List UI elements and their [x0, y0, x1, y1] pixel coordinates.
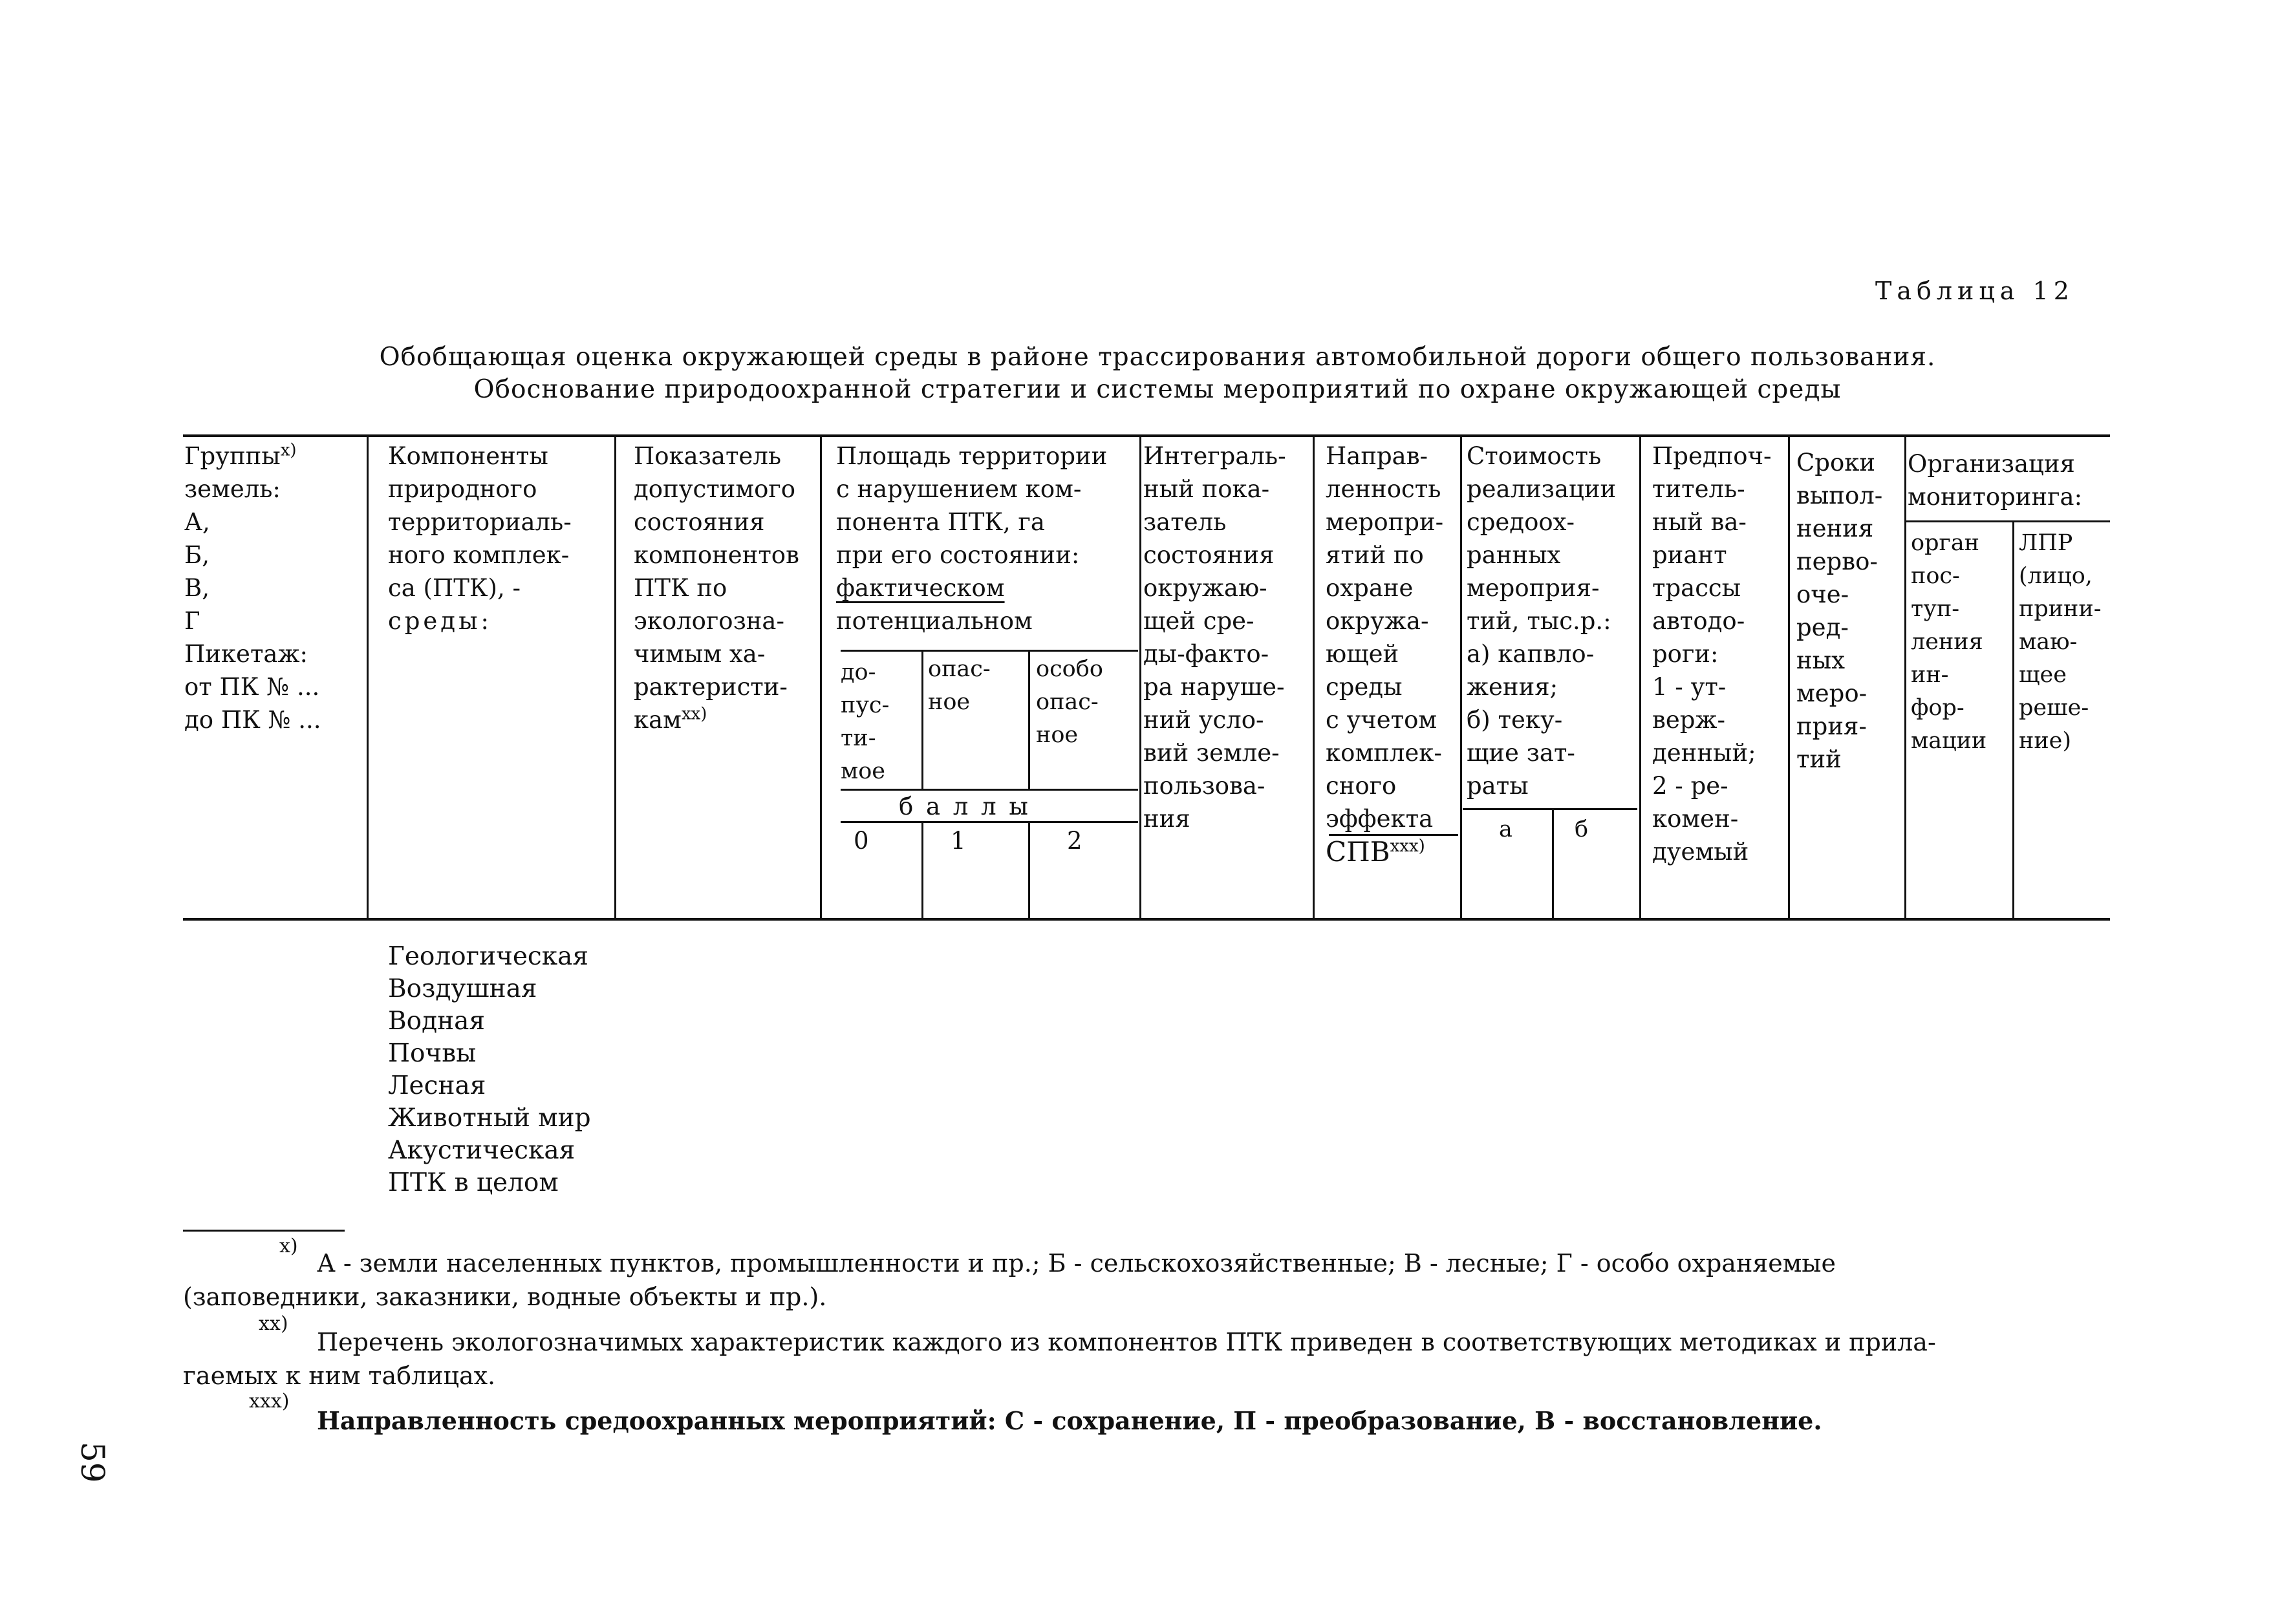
footnote-2-line1: Перечень экологозначимых характеристик каждого из компонентов ПТК приведен в соответствующих методиках и прила- [317, 1328, 1936, 1356]
col-admissible-state [634, 440, 799, 736]
c8-line: комен- [1652, 805, 1739, 833]
col-sep-7 [1639, 437, 1641, 918]
c10-sub2-line: ЛПР [2019, 530, 2073, 556]
c5-line: вий земле- [1143, 739, 1280, 767]
c9-line: меро- [1796, 679, 1868, 707]
component-item: Водная [388, 1007, 486, 1036]
c7-line: Стоимость [1467, 442, 1602, 470]
component-item: Геологическая [388, 942, 589, 971]
col-sep-2 [614, 437, 616, 918]
c10-sub1-line: орган [1911, 530, 1980, 556]
table-number: Таблица 12 [1875, 277, 2074, 305]
c2-line: ного комплек- [388, 541, 570, 569]
c2-line: территориаль- [388, 508, 572, 536]
c10-sub-lpr [2019, 527, 2102, 758]
c7-line: щие зат- [1467, 739, 1575, 767]
c7-line: ранных [1467, 541, 1561, 569]
col-integral-indicator [1143, 440, 1286, 835]
c4-sep-c [921, 823, 923, 918]
component-item: Животный мир [388, 1104, 591, 1133]
c3-line: допустимого [634, 475, 796, 503]
col-land-groups [184, 440, 321, 736]
c6-line: среды [1326, 673, 1403, 701]
c10-sub-rule [1906, 520, 2110, 522]
c8-line: роги: [1652, 640, 1719, 668]
c2-line: природного [388, 475, 537, 503]
c8-line: дуемый [1652, 838, 1749, 866]
col-disturbed-area [836, 440, 1107, 637]
c4-sub-very-dangerous [1036, 653, 1103, 752]
c1-line: Пикетаж: [184, 640, 308, 668]
col-ptk-components [388, 440, 572, 637]
component-item: Лесная [388, 1071, 486, 1100]
footnote-3-line1: Направленность средоохранных мероприятий: С - сохранение, П - преобразование, В - восстановление. [317, 1406, 1822, 1435]
col-measures-direction [1326, 440, 1443, 868]
component-item: Акустическая [388, 1136, 576, 1165]
c6-line: ющей [1326, 640, 1399, 668]
c9-line: Сроки [1796, 449, 1876, 476]
c7-line: реализации [1467, 475, 1617, 503]
footnote-2-line2: гаемых к ним таблицах. [183, 1362, 496, 1390]
footnote-1-line1: А - земли населенных пунктов, промышленности и пр.; Б - сельскохозяйственные; В - лесные; Г - особо охраняемые [317, 1249, 1836, 1277]
c10-sub1-line: мации [1911, 728, 1987, 754]
col-sep-3 [820, 437, 822, 918]
col-sep-5 [1313, 437, 1315, 918]
c4-head-line: при его состоянии: [836, 541, 1080, 569]
c5-line: ра наруше- [1143, 673, 1285, 701]
c4-sep-a [921, 652, 923, 789]
c5-line: Интеграль- [1143, 442, 1286, 470]
c6-line: ятий по [1326, 541, 1424, 569]
c4-sub1-line: пус- [841, 692, 890, 718]
c6-line: сного [1326, 772, 1397, 800]
c3-sup: xx) [681, 704, 707, 724]
c1-line: земель: [184, 475, 281, 503]
c1-line: В, [184, 574, 210, 602]
c8-line: ный ва- [1652, 508, 1747, 536]
page-number: 59 [74, 1442, 111, 1483]
c7-line: тий, тыс.р.: [1467, 607, 1611, 635]
c4-score-2: 2 [1067, 827, 1082, 855]
c5-line: ния [1143, 805, 1190, 833]
c4-sub-admissible [841, 656, 889, 788]
c6-line: Направ- [1326, 442, 1428, 470]
c6-line: ленность [1326, 475, 1441, 503]
c5-line: ный пока- [1143, 475, 1270, 503]
col-sep-6 [1460, 437, 1462, 918]
c8-line: трассы [1652, 574, 1741, 602]
c9-line: перво- [1796, 548, 1878, 575]
c9-line: прия- [1796, 712, 1867, 740]
c5-line: щей сре- [1143, 607, 1254, 635]
table-bottom-rule [183, 918, 2110, 921]
c10-sub2-line: ние) [2019, 728, 2072, 754]
c10-sub1-line: ин- [1911, 662, 1949, 688]
c3-line: рактеристи- [634, 673, 788, 701]
c9-line: ных [1796, 646, 1845, 674]
c4-sub3-line: особо [1036, 656, 1103, 682]
footnote-1-mark: x) [279, 1235, 298, 1257]
c9-line: нения [1796, 515, 1874, 542]
c1-line: А, [184, 508, 210, 536]
c10-sub2-line: реше- [2019, 695, 2089, 721]
table-title-line2: Обоснование природоохранной стратегии и системы мероприятий по охране окружающей среды [473, 375, 1842, 404]
c8-line: верж- [1652, 706, 1725, 734]
c10-sub1-line: фор- [1911, 695, 1964, 721]
component-list [388, 941, 591, 1199]
c10-sub2-line: (лицо, [2019, 563, 2093, 589]
col-sep-1 [367, 437, 369, 918]
c4-fact: фактическом [836, 574, 1005, 602]
c5-line: ний усло- [1143, 706, 1264, 734]
c6-line: комплек- [1326, 739, 1442, 767]
c2-line: Компоненты [388, 442, 548, 470]
c4-sub2-line: опас- [928, 656, 991, 682]
c6-sup: xxx) [1390, 837, 1425, 856]
c7-sub-sep [1552, 810, 1554, 918]
c9-line: ред- [1796, 614, 1849, 641]
c5-line: затель [1143, 508, 1227, 536]
c2-line: среды: [388, 607, 492, 635]
col-cost [1467, 440, 1616, 802]
c7-line: жения; [1467, 673, 1558, 701]
component-item: ПТК в целом [388, 1168, 559, 1197]
c3-line: Показатель [634, 442, 781, 470]
c4-header-rule [841, 650, 1138, 652]
c4-head-line: понента ПТК, га [836, 508, 1045, 536]
c5-line: окружаю- [1143, 574, 1267, 602]
c6-line: окружа- [1326, 607, 1429, 635]
c2-line: са (ПТК), - [388, 574, 521, 602]
c8-line: риант [1652, 541, 1727, 569]
c1-line: Б, [184, 541, 210, 569]
c1-sup: x) [280, 440, 297, 460]
component-item: Почвы [388, 1039, 477, 1068]
col-preferred-variant [1652, 440, 1772, 868]
footnote-3-mark: xxx) [249, 1390, 290, 1413]
c4-score-1: 1 [951, 827, 966, 855]
c10-sub2-line: прини- [2019, 596, 2102, 622]
footnote-rule [183, 1230, 345, 1232]
c7-line: средоох- [1467, 508, 1575, 536]
c3-line: кам$^{xx)}$ [634, 704, 707, 734]
c10-sub2-line: щее [2019, 662, 2067, 688]
c8-line: Предпоч- [1652, 442, 1772, 470]
c1-line: Группы$^{x)}$ [184, 440, 297, 470]
c7-sub-rule [1463, 808, 1637, 810]
c9-line: выпол- [1796, 482, 1883, 509]
c7-line: мероприя- [1467, 574, 1600, 602]
c3-line: экологозна- [634, 607, 784, 635]
col-sep-9 [1904, 437, 1906, 918]
c9-line: тий [1796, 745, 1842, 773]
c8-line: титель- [1652, 475, 1745, 503]
c1-line: до ПК № ... [184, 706, 321, 734]
c4-pot: потенциальном [836, 607, 1033, 635]
col-monitoring [1908, 447, 2082, 513]
c4-head-line: Площадь территории [836, 442, 1108, 470]
c6-line: эффекта [1326, 805, 1434, 833]
c3-line: чимым ха- [634, 640, 766, 668]
c8-line: денный; [1652, 739, 1756, 767]
c10-head-line: Организация [1908, 450, 2075, 478]
c10-sub1-line: ления [1911, 629, 1983, 655]
c6-line: меропри- [1326, 508, 1444, 536]
col-timeframe [1796, 446, 1882, 776]
c9-line: оче- [1796, 581, 1849, 608]
c8-line: автодо- [1652, 607, 1745, 635]
c6-line: СПВ$^{xxx)}$ [1326, 836, 1425, 868]
c4-bally: б а л л ы [899, 793, 1031, 820]
c4-head-line: с нарушением ком- [836, 475, 1082, 503]
c3-line: состояния [634, 508, 765, 536]
table-title-line1: Обобщающая оценка окружающей среды в районе трассирования автомобильной дороги общего пользования. [379, 343, 1936, 372]
c4-sub1-line: до- [841, 659, 876, 685]
c1-line: Г [184, 607, 200, 635]
col-sep-4 [1139, 437, 1141, 918]
c7-sub-b: б [1575, 817, 1589, 842]
c3-line: ПТК по [634, 574, 727, 602]
c4-score-0: 0 [854, 827, 869, 855]
c8-line: 2 - ре- [1652, 772, 1728, 800]
c10-sub1-line: пос- [1911, 563, 1960, 589]
c7-line: раты [1467, 772, 1529, 800]
c7-sub-a: а [1499, 817, 1512, 842]
c4-sub3-line: ное [1036, 722, 1079, 748]
c4-sub1-line: ти- [841, 725, 876, 751]
c5-line: ды-факто- [1143, 640, 1269, 668]
c7-line: а) капвло- [1467, 640, 1595, 668]
c5-line: пользова- [1143, 772, 1265, 800]
c4-sub3-line: опас- [1036, 689, 1099, 715]
c8-line: 1 - ут- [1652, 673, 1727, 701]
c4-sep-d [1028, 823, 1030, 918]
c5-line: состояния [1143, 541, 1275, 569]
c10-sub-organ [1911, 527, 1986, 758]
c4-sub2-line: ное [928, 689, 971, 715]
c10-head-line: мониторинга: [1908, 483, 2083, 511]
c6-line: охране [1326, 574, 1414, 602]
footnote-1-line2: (заповедники, заказники, водные объекты и пр.). [183, 1283, 827, 1311]
component-item: Воздушная [388, 974, 537, 1003]
c10-sub1-line: туп- [1911, 596, 1960, 622]
col-sep-8 [1788, 437, 1790, 918]
footnote-2-mark: xx) [259, 1312, 288, 1335]
c10-sub2-line: маю- [2019, 629, 2078, 655]
c4-sep-b [1028, 652, 1030, 789]
c1-line: от ПК № ... [184, 673, 320, 701]
c4-sub1-line: мое [841, 758, 886, 784]
table-top-rule [183, 434, 2110, 437]
c7-line: б) теку- [1467, 706, 1563, 734]
c3-line: компонентов [634, 541, 799, 569]
c10-sub-sep [2012, 522, 2014, 918]
c4-sub-dangerous [928, 653, 991, 719]
c6-line: с учетом [1326, 706, 1437, 734]
